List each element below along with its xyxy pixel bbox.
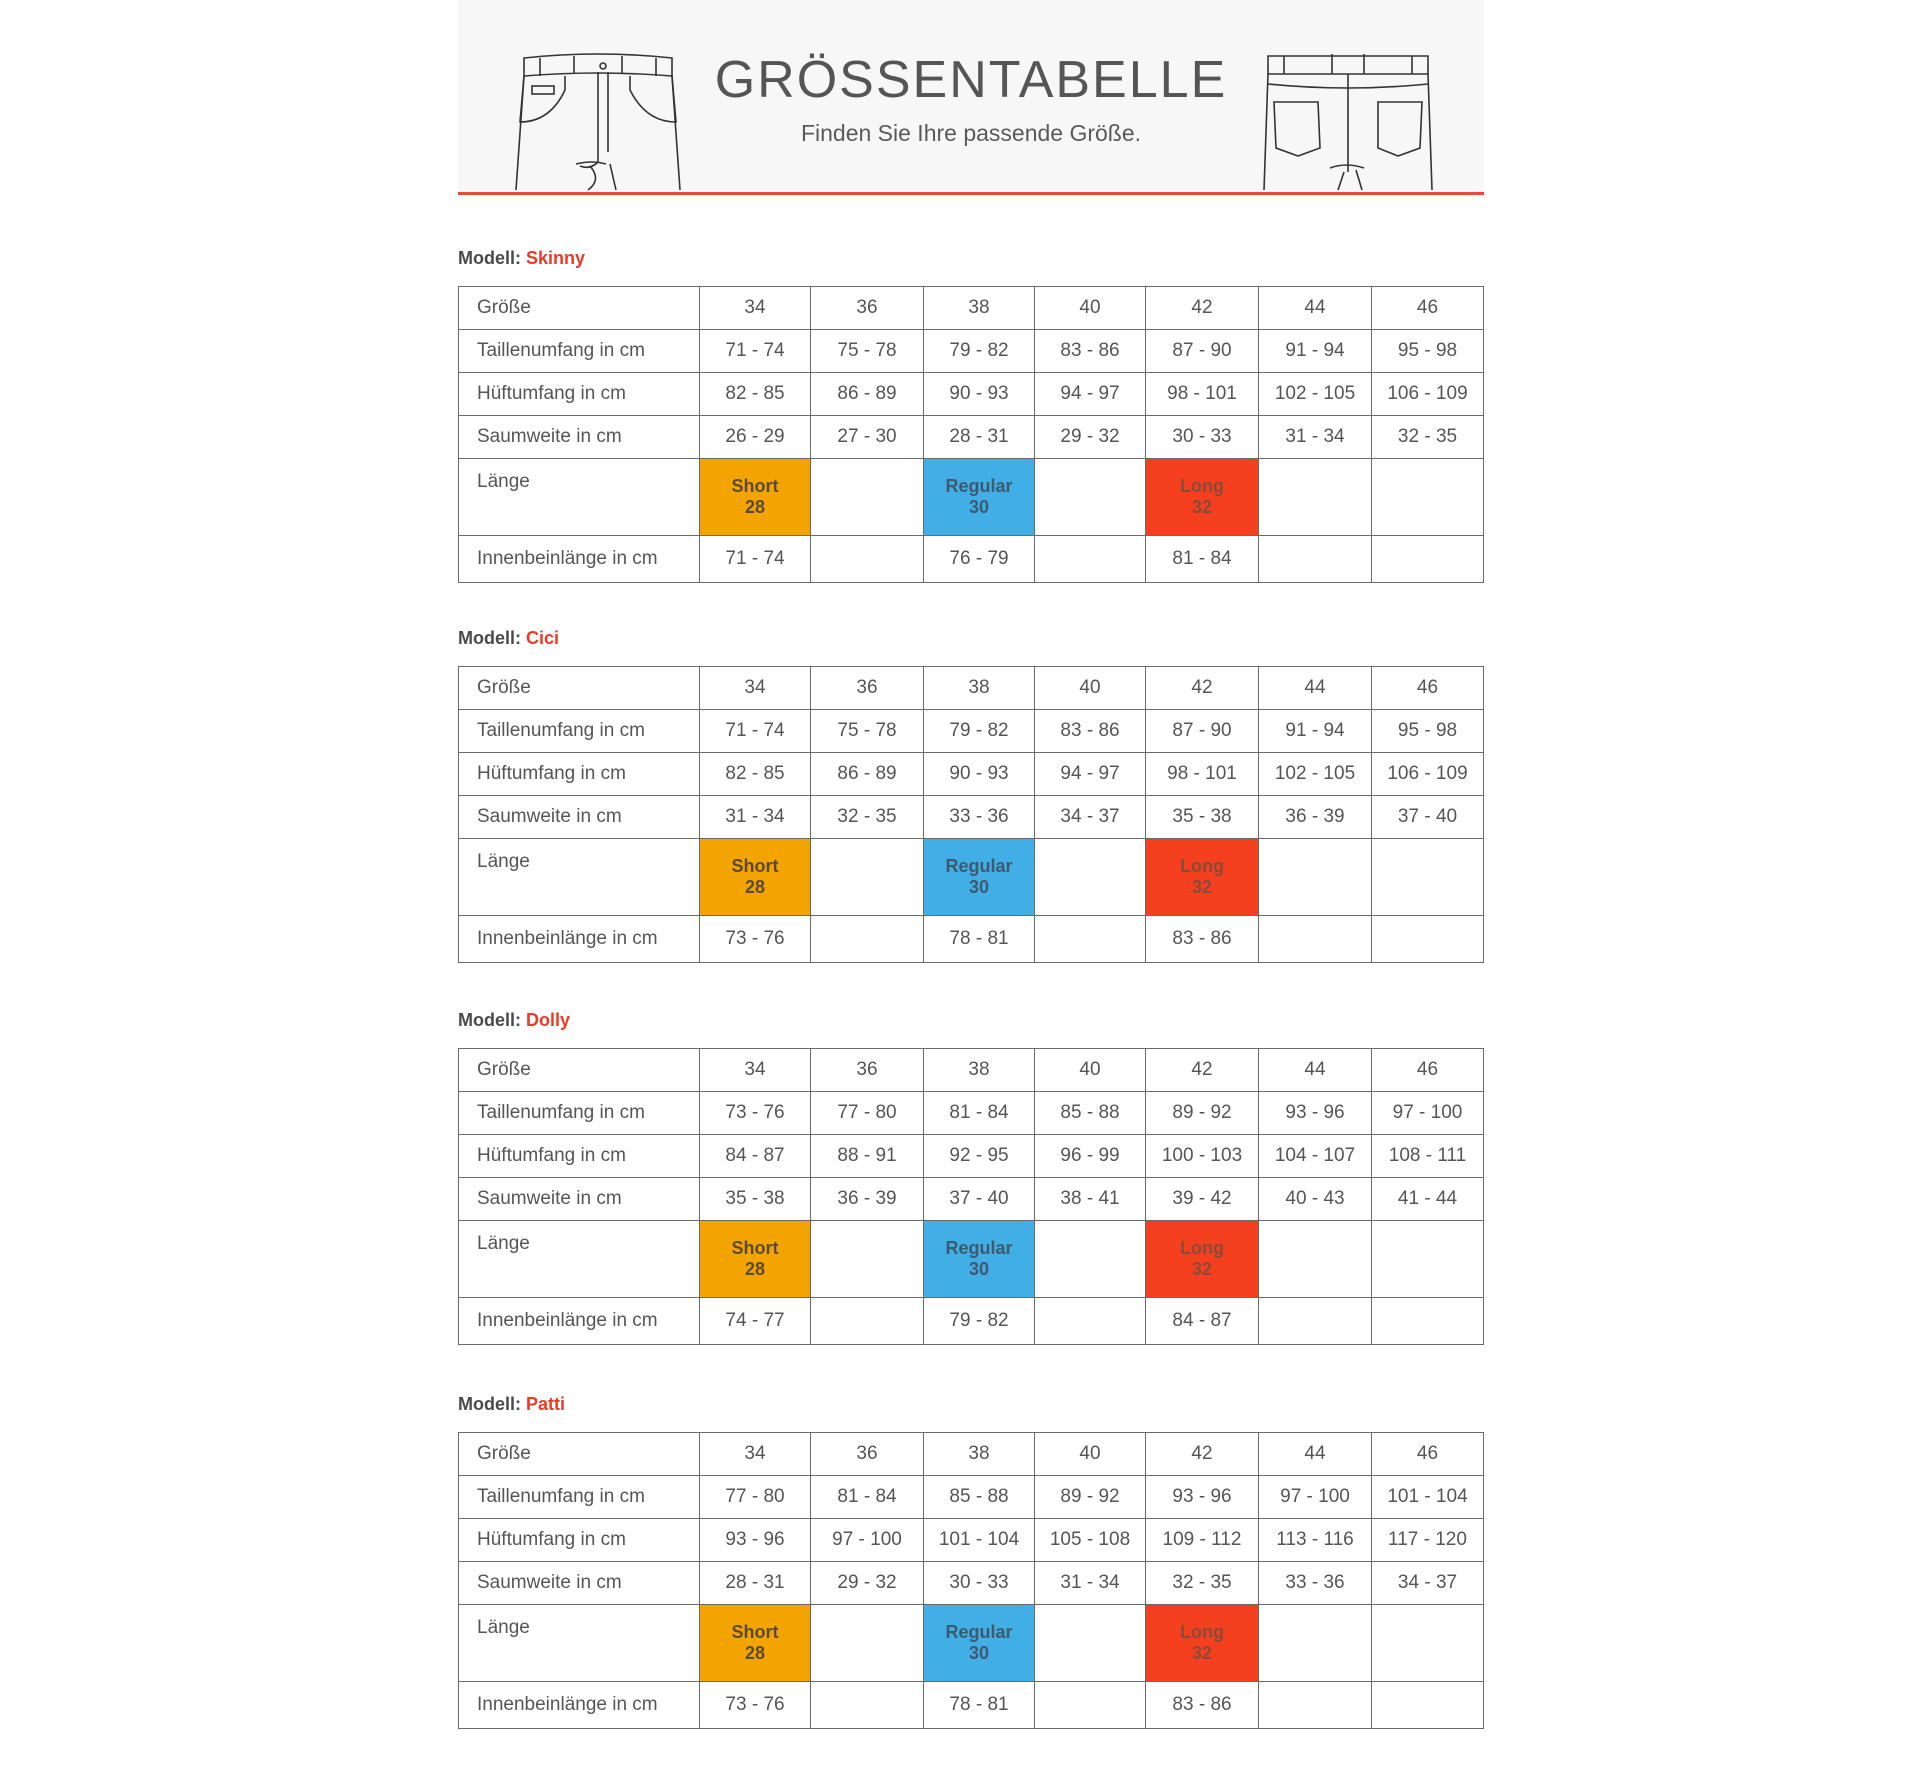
length-chip-name: Long xyxy=(1180,1622,1224,1642)
model-prefix: Modell: xyxy=(458,1394,521,1414)
table-cell xyxy=(1035,839,1146,916)
table-cell: 95 - 98 xyxy=(1372,330,1484,373)
table-cell: 93 - 96 xyxy=(1146,1476,1259,1519)
table-cell xyxy=(1259,1605,1372,1682)
table-cell: 44 xyxy=(1259,1049,1372,1092)
table-cell: 31 - 34 xyxy=(700,796,811,839)
length-chip-value: 32 xyxy=(1191,877,1213,897)
table-cell: 93 - 96 xyxy=(700,1519,811,1562)
model-heading xyxy=(458,1394,565,1415)
size-table xyxy=(458,286,1484,583)
table-cell: 81 - 84 xyxy=(1146,536,1259,583)
table-cell xyxy=(811,1221,924,1298)
table-row xyxy=(459,1092,1484,1135)
row-label: Hüftumfang in cm xyxy=(459,1135,700,1178)
table-cell: 87 - 90 xyxy=(1146,710,1259,753)
model-heading xyxy=(458,1010,570,1031)
table-cell: 90 - 93 xyxy=(924,373,1035,416)
table-cell: 76 - 79 xyxy=(924,536,1035,583)
table-cell: 36 xyxy=(811,667,924,710)
jeans-back-icon xyxy=(1260,52,1436,192)
table-cell: 32 - 35 xyxy=(811,796,924,839)
length-chip-value: 32 xyxy=(1191,1259,1213,1279)
table-cell: 73 - 76 xyxy=(700,1092,811,1135)
table-row xyxy=(459,459,1484,536)
table-cell: 94 - 97 xyxy=(1035,753,1146,796)
table-cell: 91 - 94 xyxy=(1259,710,1372,753)
row-label: Saumweite in cm xyxy=(459,416,700,459)
table-cell: 87 - 90 xyxy=(1146,330,1259,373)
table-row xyxy=(459,373,1484,416)
table-cell: 32 - 35 xyxy=(1372,416,1484,459)
table-row xyxy=(459,416,1484,459)
table-cell xyxy=(1372,916,1484,963)
table-cell xyxy=(1372,1221,1484,1298)
table-cell: 106 - 109 xyxy=(1372,753,1484,796)
table-cell: 102 - 105 xyxy=(1259,753,1372,796)
table-cell: 30 - 33 xyxy=(1146,416,1259,459)
table-cell: 40 - 43 xyxy=(1259,1178,1372,1221)
table-cell: 44 xyxy=(1259,1433,1372,1476)
length-chip-value: 30 xyxy=(968,497,990,517)
table-cell: 83 - 86 xyxy=(1035,330,1146,373)
model-name: Cici xyxy=(526,628,560,648)
model-prefix: Modell: xyxy=(458,248,521,268)
table-cell: 34 - 37 xyxy=(1372,1562,1484,1605)
table-cell: 27 - 30 xyxy=(811,416,924,459)
size-table xyxy=(458,666,1484,963)
length-chip-value: 30 xyxy=(968,1259,990,1279)
table-cell: 86 - 89 xyxy=(811,753,924,796)
table-cell xyxy=(1259,1682,1372,1729)
table-cell: 38 xyxy=(924,287,1035,330)
length-chip-value: 32 xyxy=(1191,1643,1213,1663)
table-cell: 34 xyxy=(700,1049,811,1092)
table-cell xyxy=(1259,459,1372,536)
table-cell: 38 xyxy=(924,1433,1035,1476)
table-cell: 95 - 98 xyxy=(1372,710,1484,753)
table-cell: 46 xyxy=(1372,287,1484,330)
row-label: Größe xyxy=(459,667,700,710)
length-chip-value: 28 xyxy=(744,1643,766,1663)
table-cell: 29 - 32 xyxy=(811,1562,924,1605)
length-chip-short xyxy=(700,459,811,536)
table-cell: 40 xyxy=(1035,1049,1146,1092)
length-chip-regular xyxy=(924,459,1035,536)
table-cell xyxy=(811,1605,924,1682)
size-table xyxy=(458,1432,1484,1729)
row-label: Saumweite in cm xyxy=(459,796,700,839)
table-row xyxy=(459,1519,1484,1562)
table-cell: 101 - 104 xyxy=(924,1519,1035,1562)
table-cell: 71 - 74 xyxy=(700,330,811,373)
table-row xyxy=(459,1682,1484,1729)
table-row xyxy=(459,710,1484,753)
table-cell: 37 - 40 xyxy=(1372,796,1484,839)
length-chip-long xyxy=(1146,1221,1259,1298)
table-cell: 102 - 105 xyxy=(1259,373,1372,416)
table-cell: 34 xyxy=(700,1433,811,1476)
table-cell: 82 - 85 xyxy=(700,373,811,416)
model-prefix: Modell: xyxy=(458,1010,521,1030)
table-cell xyxy=(1035,1682,1146,1729)
table-row xyxy=(459,839,1484,916)
table-cell xyxy=(1372,536,1484,583)
table-cell: 44 xyxy=(1259,287,1372,330)
row-label: Taillenumfang in cm xyxy=(459,1476,700,1519)
table-cell: 117 - 120 xyxy=(1372,1519,1484,1562)
table-cell: 105 - 108 xyxy=(1035,1519,1146,1562)
table-cell: 97 - 100 xyxy=(1259,1476,1372,1519)
table-cell: 31 - 34 xyxy=(1259,416,1372,459)
row-label: Länge xyxy=(459,459,700,536)
row-label: Taillenumfang in cm xyxy=(459,710,700,753)
table-cell: 74 - 77 xyxy=(700,1298,811,1345)
model-heading xyxy=(458,248,585,269)
row-label: Saumweite in cm xyxy=(459,1562,700,1605)
row-label: Saumweite in cm xyxy=(459,1178,700,1221)
table-cell: 75 - 78 xyxy=(811,710,924,753)
length-chip-name: Long xyxy=(1180,1238,1224,1258)
table-row xyxy=(459,796,1484,839)
table-cell: 42 xyxy=(1146,667,1259,710)
table-cell: 46 xyxy=(1372,1049,1484,1092)
table-row xyxy=(459,1049,1484,1092)
table-cell xyxy=(811,1298,924,1345)
table-cell: 106 - 109 xyxy=(1372,373,1484,416)
size-table xyxy=(458,1048,1484,1345)
table-cell: 77 - 80 xyxy=(811,1092,924,1135)
length-chip-regular xyxy=(924,1221,1035,1298)
table-cell xyxy=(811,459,924,536)
table-cell: 104 - 107 xyxy=(1259,1135,1372,1178)
row-label: Taillenumfang in cm xyxy=(459,330,700,373)
table-row xyxy=(459,1562,1484,1605)
table-cell: 84 - 87 xyxy=(1146,1298,1259,1345)
table-cell: 31 - 34 xyxy=(1035,1562,1146,1605)
table-cell: 36 xyxy=(811,287,924,330)
length-chip-name: Long xyxy=(1180,476,1224,496)
table-cell: 29 - 32 xyxy=(1035,416,1146,459)
table-row xyxy=(459,667,1484,710)
table-cell: 79 - 82 xyxy=(924,710,1035,753)
table-cell: 40 xyxy=(1035,667,1146,710)
table-row xyxy=(459,1178,1484,1221)
table-cell: 83 - 86 xyxy=(1146,916,1259,963)
table-cell: 26 - 29 xyxy=(700,416,811,459)
table-cell: 46 xyxy=(1372,1433,1484,1476)
table-cell: 32 - 35 xyxy=(1146,1562,1259,1605)
table-cell: 34 xyxy=(700,287,811,330)
table-row xyxy=(459,1605,1484,1682)
table-cell: 39 - 42 xyxy=(1146,1178,1259,1221)
length-chip-value: 28 xyxy=(744,497,766,517)
table-cell: 90 - 93 xyxy=(924,753,1035,796)
length-chip-name: Regular xyxy=(945,1238,1013,1258)
table-cell: 97 - 100 xyxy=(811,1519,924,1562)
table-cell: 101 - 104 xyxy=(1372,1476,1484,1519)
length-chip-short xyxy=(700,839,811,916)
row-label: Innenbeinlänge in cm xyxy=(459,536,700,583)
table-cell: 89 - 92 xyxy=(1146,1092,1259,1135)
table-cell: 33 - 36 xyxy=(924,796,1035,839)
table-cell xyxy=(1372,1682,1484,1729)
page-subtitle: Finden Sie Ihre passende Größe. xyxy=(800,120,1142,146)
table-row xyxy=(459,1476,1484,1519)
table-cell xyxy=(1259,1221,1372,1298)
table-cell: 36 - 39 xyxy=(811,1178,924,1221)
table-cell: 34 - 37 xyxy=(1035,796,1146,839)
table-row xyxy=(459,753,1484,796)
table-cell: 44 xyxy=(1259,667,1372,710)
table-cell: 36 xyxy=(811,1049,924,1092)
table-cell: 28 - 31 xyxy=(924,416,1035,459)
row-label: Länge xyxy=(459,839,700,916)
table-cell: 42 xyxy=(1146,1049,1259,1092)
table-cell: 82 - 85 xyxy=(700,753,811,796)
table-cell: 34 xyxy=(700,667,811,710)
length-chip-regular xyxy=(924,1605,1035,1682)
table-cell: 78 - 81 xyxy=(924,916,1035,963)
table-cell xyxy=(1259,536,1372,583)
table-cell: 42 xyxy=(1146,1433,1259,1476)
length-chip-name: Long xyxy=(1180,856,1224,876)
table-cell: 81 - 84 xyxy=(924,1092,1035,1135)
table-cell: 98 - 101 xyxy=(1146,373,1259,416)
table-cell: 93 - 96 xyxy=(1259,1092,1372,1135)
table-cell: 79 - 82 xyxy=(924,330,1035,373)
row-label: Größe xyxy=(459,1049,700,1092)
row-label: Taillenumfang in cm xyxy=(459,1092,700,1135)
model-name: Patti xyxy=(526,1394,566,1414)
table-row xyxy=(459,330,1484,373)
row-label: Hüftumfang in cm xyxy=(459,373,700,416)
table-cell: 71 - 74 xyxy=(700,710,811,753)
table-cell: 85 - 88 xyxy=(1035,1092,1146,1135)
table-cell xyxy=(1035,536,1146,583)
table-cell xyxy=(811,839,924,916)
length-chip-name: Regular xyxy=(945,856,1013,876)
table-cell: 94 - 97 xyxy=(1035,373,1146,416)
table-cell: 77 - 80 xyxy=(700,1476,811,1519)
table-cell: 71 - 74 xyxy=(700,536,811,583)
table-cell xyxy=(811,1682,924,1729)
model-name: Skinny xyxy=(526,248,586,268)
table-cell xyxy=(1035,1298,1146,1345)
model-prefix: Modell: xyxy=(458,628,521,648)
table-cell: 42 xyxy=(1146,287,1259,330)
length-chip-name: Short xyxy=(731,856,779,876)
table-cell: 108 - 111 xyxy=(1372,1135,1484,1178)
table-cell: 40 xyxy=(1035,1433,1146,1476)
length-chip-value: 28 xyxy=(744,1259,766,1279)
table-cell: 86 - 89 xyxy=(811,373,924,416)
table-cell: 40 xyxy=(1035,287,1146,330)
table-cell: 88 - 91 xyxy=(811,1135,924,1178)
table-cell xyxy=(1035,916,1146,963)
row-label: Länge xyxy=(459,1605,700,1682)
table-row xyxy=(459,1221,1484,1298)
table-cell: 97 - 100 xyxy=(1372,1092,1484,1135)
table-row xyxy=(459,916,1484,963)
table-cell: 92 - 95 xyxy=(924,1135,1035,1178)
row-label: Größe xyxy=(459,1433,700,1476)
table-cell xyxy=(1372,1298,1484,1345)
table-row xyxy=(459,1433,1484,1476)
row-label: Innenbeinlänge in cm xyxy=(459,1298,700,1345)
table-cell: 81 - 84 xyxy=(811,1476,924,1519)
length-chip-value: 30 xyxy=(968,1643,990,1663)
row-label: Innenbeinlänge in cm xyxy=(459,1682,700,1729)
row-label: Hüftumfang in cm xyxy=(459,753,700,796)
table-cell: 38 - 41 xyxy=(1035,1178,1146,1221)
table-row xyxy=(459,287,1484,330)
page-title: GRÖSSENTABELLE xyxy=(714,51,1228,109)
table-cell: 96 - 99 xyxy=(1035,1135,1146,1178)
table-cell: 37 - 40 xyxy=(924,1178,1035,1221)
model-heading xyxy=(458,628,559,649)
header-banner xyxy=(458,0,1484,195)
table-cell: 46 xyxy=(1372,667,1484,710)
table-cell xyxy=(1259,839,1372,916)
row-label: Hüftumfang in cm xyxy=(459,1519,700,1562)
row-label: Länge xyxy=(459,1221,700,1298)
table-cell: 91 - 94 xyxy=(1259,330,1372,373)
length-chip-name: Regular xyxy=(945,1622,1013,1642)
table-cell: 38 xyxy=(924,667,1035,710)
length-chip-short xyxy=(700,1221,811,1298)
table-cell: 113 - 116 xyxy=(1259,1519,1372,1562)
table-cell xyxy=(1372,839,1484,916)
table-cell xyxy=(1372,459,1484,536)
length-chip-long xyxy=(1146,1605,1259,1682)
table-cell: 75 - 78 xyxy=(811,330,924,373)
length-chip-short xyxy=(700,1605,811,1682)
table-cell xyxy=(1259,916,1372,963)
length-chip-name: Short xyxy=(731,1238,779,1258)
row-label: Größe xyxy=(459,287,700,330)
table-row xyxy=(459,1135,1484,1178)
table-cell xyxy=(811,916,924,963)
length-chip-long xyxy=(1146,839,1259,916)
table-cell xyxy=(811,536,924,583)
table-cell: 73 - 76 xyxy=(700,916,811,963)
table-cell: 38 xyxy=(924,1049,1035,1092)
table-row xyxy=(459,1298,1484,1345)
table-cell: 28 - 31 xyxy=(700,1562,811,1605)
model-name: Dolly xyxy=(526,1010,571,1030)
table-row xyxy=(459,536,1484,583)
table-cell xyxy=(1035,459,1146,536)
table-cell: 84 - 87 xyxy=(700,1135,811,1178)
table-cell: 73 - 76 xyxy=(700,1682,811,1729)
table-cell: 36 - 39 xyxy=(1259,796,1372,839)
table-cell: 85 - 88 xyxy=(924,1476,1035,1519)
table-cell: 79 - 82 xyxy=(924,1298,1035,1345)
table-cell: 30 - 33 xyxy=(924,1562,1035,1605)
length-chip-value: 32 xyxy=(1191,497,1213,517)
table-cell: 35 - 38 xyxy=(700,1178,811,1221)
table-cell xyxy=(1259,1298,1372,1345)
table-cell: 98 - 101 xyxy=(1146,753,1259,796)
table-cell: 33 - 36 xyxy=(1259,1562,1372,1605)
table-cell: 78 - 81 xyxy=(924,1682,1035,1729)
length-chip-value: 28 xyxy=(744,877,766,897)
length-chip-long xyxy=(1146,459,1259,536)
table-cell: 36 xyxy=(811,1433,924,1476)
table-cell: 89 - 92 xyxy=(1035,1476,1146,1519)
table-cell xyxy=(1372,1605,1484,1682)
table-cell: 83 - 86 xyxy=(1146,1682,1259,1729)
table-cell: 35 - 38 xyxy=(1146,796,1259,839)
table-cell: 109 - 112 xyxy=(1146,1519,1259,1562)
table-cell xyxy=(1035,1221,1146,1298)
length-chip-value: 30 xyxy=(968,877,990,897)
table-cell: 41 - 44 xyxy=(1372,1178,1484,1221)
table-cell xyxy=(1035,1605,1146,1682)
length-chip-regular xyxy=(924,839,1035,916)
length-chip-name: Short xyxy=(731,476,779,496)
row-label: Innenbeinlänge in cm xyxy=(459,916,700,963)
table-cell: 100 - 103 xyxy=(1146,1135,1259,1178)
length-chip-name: Regular xyxy=(945,476,1013,496)
table-cell: 83 - 86 xyxy=(1035,710,1146,753)
length-chip-name: Short xyxy=(731,1622,779,1642)
